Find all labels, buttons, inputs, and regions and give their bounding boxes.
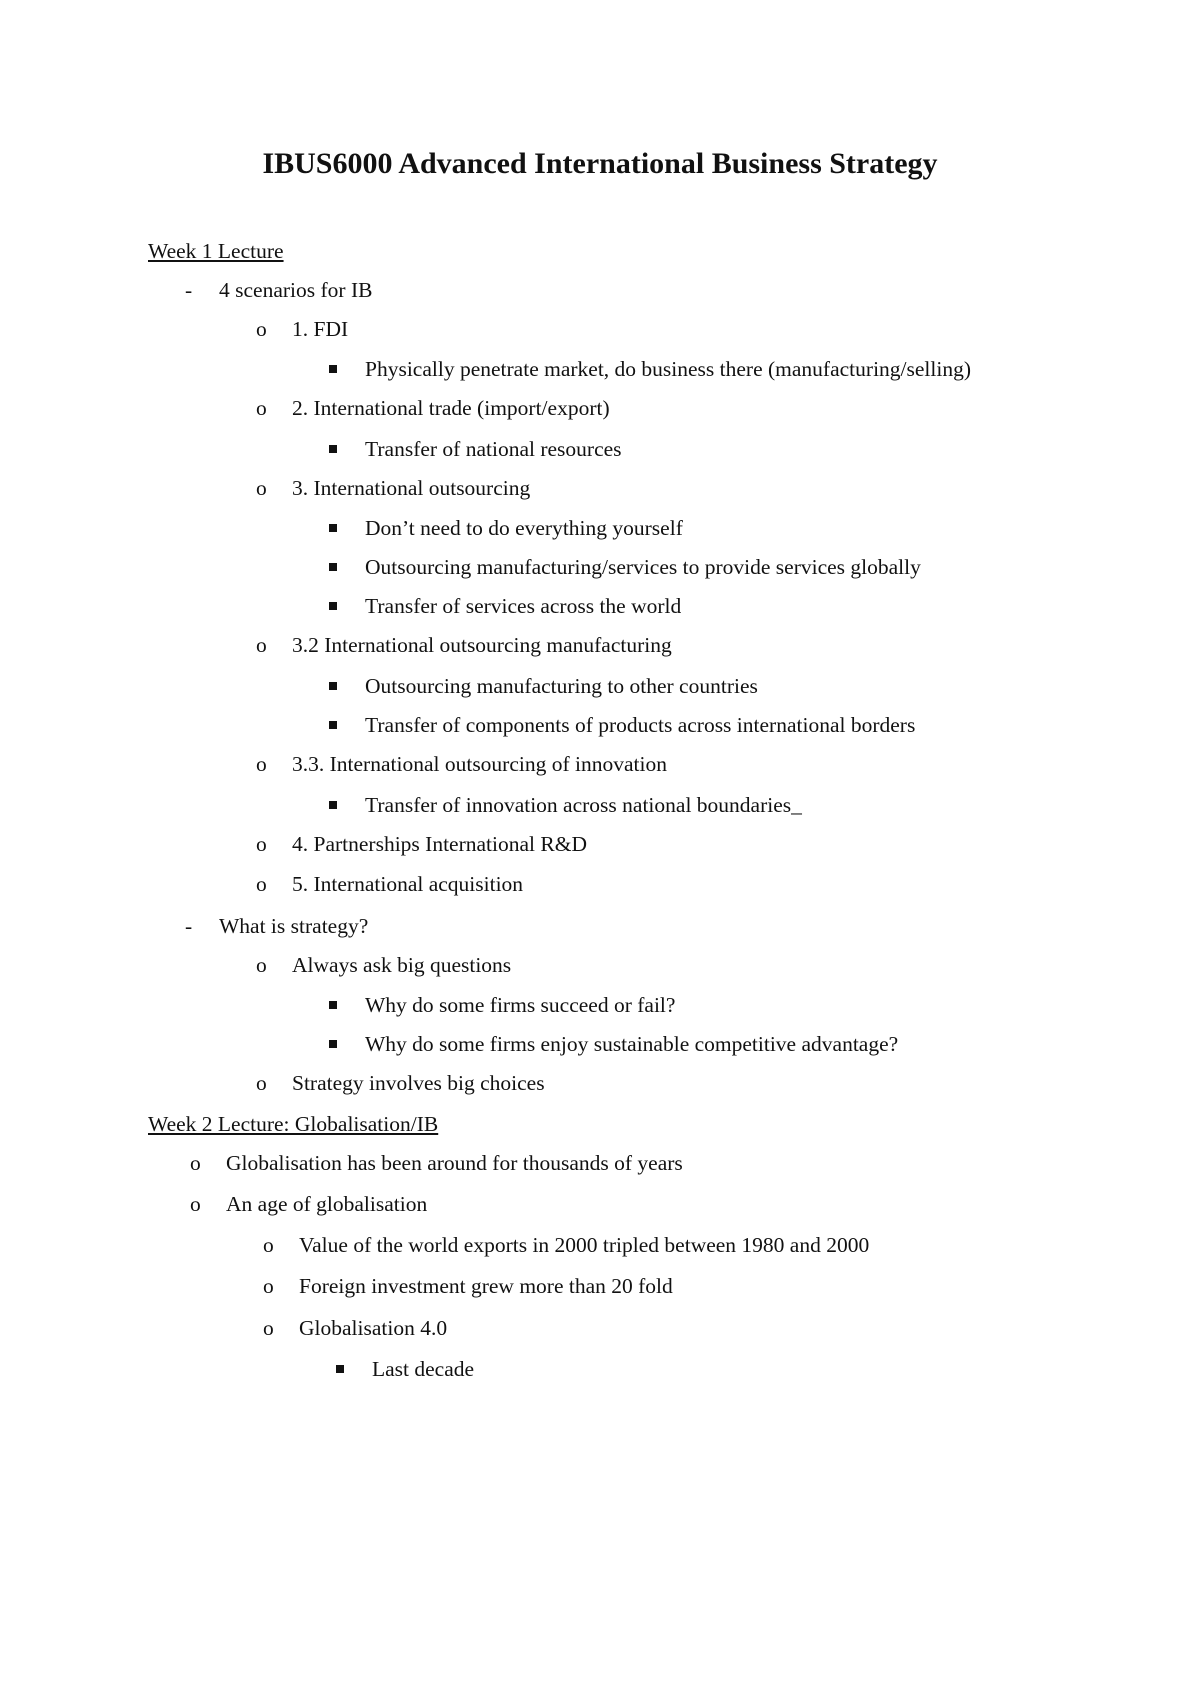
document-title: IBUS6000 Advanced International Business Strategy: [262, 147, 938, 180]
list-item-text: 3. International outsourcing: [292, 476, 531, 500]
list-item-text: Always ask big questions: [292, 953, 512, 977]
square-bullet-icon: [329, 445, 337, 453]
circle-bullet-icon: o: [256, 953, 267, 977]
circle-bullet-icon: o: [263, 1274, 274, 1298]
circle-bullet-icon: o: [256, 476, 267, 500]
square-bullet-icon: [329, 1040, 337, 1048]
circle-bullet-icon: o: [256, 752, 267, 776]
square-bullet-icon: [329, 524, 337, 532]
list-item-text: Outsourcing manufacturing/services to provide services globally: [365, 555, 921, 579]
list-item-text: Why do some firms enjoy sustainable competitive advantage?: [365, 1032, 899, 1056]
list-item-text: 4. Partnerships International R&D: [292, 832, 587, 856]
list-item-text: Transfer of services across the world: [365, 594, 682, 618]
list-item-text: Physically penetrate market, do business there (manufacturing/selling): [365, 357, 971, 381]
list-item-text: 2. International trade (import/export): [292, 396, 610, 420]
list-item-text: Week 1 Lecture: [148, 239, 284, 263]
square-bullet-icon: [329, 801, 337, 809]
circle-bullet-icon: o: [256, 396, 267, 420]
list-item-text: Outsourcing manufacturing to other countries: [365, 674, 758, 698]
circle-bullet-icon: o: [263, 1316, 274, 1340]
circle-bullet-icon: o: [190, 1192, 201, 1216]
circle-bullet-icon: o: [256, 832, 267, 856]
square-bullet-icon: [329, 365, 337, 373]
dash-bullet-icon: -: [185, 914, 193, 938]
circle-bullet-icon: o: [190, 1151, 201, 1175]
list-item-text: Globalisation has been around for thousands of years: [226, 1151, 683, 1175]
square-bullet-icon: [336, 1365, 344, 1373]
list-item-text: An age of globalisation: [226, 1192, 428, 1216]
circle-bullet-icon: o: [256, 872, 267, 896]
square-bullet-icon: [329, 602, 337, 610]
list-item-text: Transfer of innovation across national boundaries_: [365, 793, 802, 817]
list-item-text: 1. FDI: [292, 317, 349, 341]
list-item-text: Last decade: [372, 1357, 475, 1381]
list-item-text: 5. International acquisition: [292, 872, 524, 896]
list-item-text: 3.3. International outsourcing of innovation: [292, 752, 667, 776]
list-item-text: Value of the world exports in 2000 tripled between 1980 and 2000: [299, 1233, 870, 1257]
square-bullet-icon: [329, 1001, 337, 1009]
circle-bullet-icon: o: [256, 1071, 267, 1095]
list-item-text: Week 2 Lecture: Globalisation/IB: [148, 1112, 439, 1136]
list-item-text: 3.2 International outsourcing manufacturing: [292, 633, 672, 657]
list-item-text: 4 scenarios for IB: [219, 278, 373, 302]
list-item-text: Globalisation 4.0: [299, 1316, 448, 1340]
list-item-text: What is strategy?: [219, 914, 369, 938]
list-item-text: Why do some firms succeed or fail?: [365, 993, 676, 1017]
list-item-text: Transfer of national resources: [365, 437, 622, 461]
square-bullet-icon: [329, 563, 337, 571]
list-item-text: Transfer of components of products across international borders: [365, 713, 916, 737]
square-bullet-icon: [329, 721, 337, 729]
list-item-text: Strategy involves big choices: [292, 1071, 545, 1095]
circle-bullet-icon: o: [256, 633, 267, 657]
circle-bullet-icon: o: [256, 317, 267, 341]
dash-bullet-icon: -: [185, 278, 193, 302]
circle-bullet-icon: o: [263, 1233, 274, 1257]
list-item-text: Foreign investment grew more than 20 fold: [299, 1274, 673, 1298]
square-bullet-icon: [329, 682, 337, 690]
list-item-text: Don’t need to do everything yourself: [365, 516, 683, 540]
